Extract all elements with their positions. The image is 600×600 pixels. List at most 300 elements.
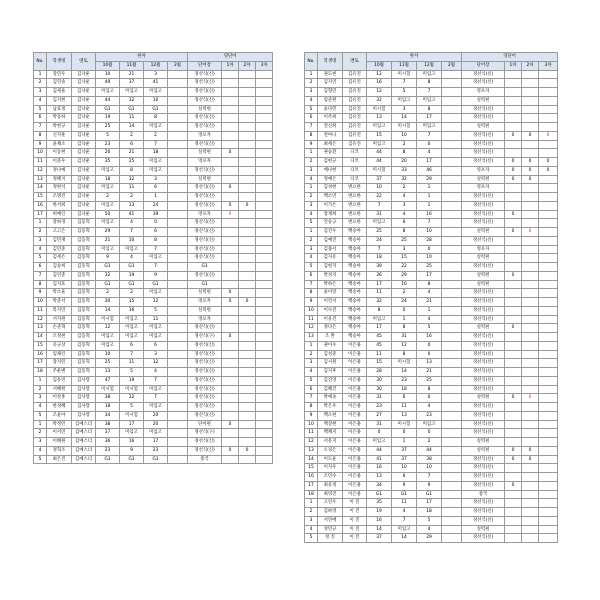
table-row (34, 403, 273, 412)
student-name: 정혜지 (47, 175, 72, 184)
header-vocab: 영단어 (462, 53, 558, 62)
table-row (305, 123, 558, 132)
vocab-book: 실력편 (188, 289, 222, 298)
round-1 (505, 149, 522, 158)
score-dec: 미입고 (144, 88, 168, 97)
round-3 (256, 359, 273, 368)
vocab-book: 경선식(신) (462, 70, 505, 79)
teacher-name: 백승아 (343, 280, 367, 289)
round-2: 0 (522, 166, 539, 175)
vocab-book: 영포자 (188, 210, 222, 219)
round-3 (256, 263, 273, 272)
round-1 (222, 79, 239, 88)
row-number: 1 (34, 219, 47, 228)
teacher-name: 이은용 (343, 368, 367, 377)
student-name: 강민우 (47, 70, 72, 79)
student-name: 이찬홍 (47, 394, 72, 403)
round-1 (505, 289, 522, 298)
round-2 (522, 193, 539, 202)
vocab-book: 경선식(신) (188, 193, 222, 202)
row-number: 9 (34, 289, 47, 298)
table-row (34, 359, 273, 368)
table-row (34, 271, 273, 280)
teacher-name: 김예스더 (72, 429, 96, 438)
vocab-book: 경선식(신) (462, 516, 505, 525)
score-feb (442, 219, 462, 228)
row-number: 15 (34, 193, 47, 202)
student-name: 이주희 (318, 114, 343, 123)
teacher-name: 김동혁 (72, 289, 96, 298)
student-name: 이지우 (318, 464, 343, 473)
vocab-book: 경선식(신) (188, 324, 222, 333)
row-number: 10 (34, 298, 47, 307)
student-name: 서혜원 (47, 385, 72, 394)
score-oct: 29 (96, 228, 120, 237)
vocab-book: 경선식(신) (462, 350, 505, 359)
student-name: 진승규 (318, 219, 343, 228)
round-1 (505, 79, 522, 88)
teacher-name: 김동혁 (72, 359, 96, 368)
vocab-book: 경선식(신) (462, 534, 505, 543)
score-nov: G1 (120, 105, 144, 114)
round-3 (539, 201, 558, 210)
score-feb (442, 193, 462, 202)
row-number: 2 (305, 508, 318, 517)
score-nov: 10 (392, 131, 417, 140)
score-oct: 45 (367, 341, 392, 350)
student-name: 정현석 (47, 184, 72, 193)
round-3 (256, 210, 273, 219)
teacher-name: 이은용 (343, 429, 367, 438)
round-3 (539, 350, 558, 359)
student-name: 신지훈 (47, 131, 72, 140)
score-nov: 미시험 (392, 420, 417, 429)
score-nov: 8 (392, 324, 417, 333)
score-dec: 미입고 (144, 429, 168, 438)
round-2 (239, 219, 256, 228)
teacher-name: 김동혁 (72, 350, 96, 359)
student-name: 박준서 (47, 298, 72, 307)
score-dec: 24 (144, 201, 168, 210)
score-nov: 12 (120, 175, 144, 184)
student-name: 오경은 (318, 446, 343, 455)
vocab-book: 경선식(신) (462, 149, 505, 158)
score-nov: 미시험 (120, 385, 144, 394)
row-number: 17 (34, 359, 47, 368)
score-oct: 7 (367, 201, 392, 210)
score-dec: 미입고 (144, 385, 168, 394)
round-1: 0 (505, 271, 522, 280)
round-2 (522, 350, 539, 359)
round-2 (522, 368, 539, 377)
row-number: 15 (305, 464, 318, 473)
round-3: 0 (539, 131, 558, 140)
table-row (34, 245, 273, 254)
table-row (34, 193, 273, 202)
score-dec: 20 (144, 420, 168, 429)
score-dec: G1 (144, 105, 168, 114)
vocab-book: 경선식(신) (462, 411, 505, 420)
student-name: 박현규 (47, 123, 72, 132)
round-1 (222, 70, 239, 79)
score-nov: 31 (392, 333, 417, 342)
table-row (305, 315, 558, 324)
score-dec: 0 (417, 429, 442, 438)
round-3 (256, 114, 273, 123)
score-oct: 30 (96, 298, 120, 307)
student-name: 윤채소 (47, 140, 72, 149)
vocab-book: 경선식(신) (188, 123, 222, 132)
score-feb (442, 201, 462, 210)
vocab-book: 경선식(신) (188, 385, 222, 394)
score-feb (442, 359, 462, 368)
score-dec: 3 (144, 175, 168, 184)
score-feb (168, 88, 188, 97)
round-3 (539, 534, 558, 543)
score-dec: 1 (417, 184, 442, 193)
score-oct: 25 (367, 228, 392, 237)
vocab-book: 경선식(신) (188, 368, 222, 377)
score-feb (168, 394, 188, 403)
teacher-name: 김동혁 (72, 324, 96, 333)
row-number: 7 (305, 123, 318, 132)
teacher-name: 김유진 (343, 140, 367, 149)
score-nov: 미입고 (120, 429, 144, 438)
row-number: 4 (305, 254, 318, 263)
teacher-name: 김유진 (343, 79, 367, 88)
student-name: 장지민 (47, 359, 72, 368)
score-feb (168, 210, 188, 219)
table-row (305, 464, 558, 473)
score-feb (168, 149, 188, 158)
row-number: 5 (305, 219, 318, 228)
teacher-name: 김예스더 (72, 420, 96, 429)
student-name: 서연애 (318, 516, 343, 525)
round-3 (539, 140, 558, 149)
header-no: No. (34, 53, 47, 71)
score-feb (168, 219, 188, 228)
score-dec: 7 (144, 245, 168, 254)
row-number: 3 (34, 394, 47, 403)
teacher-name: 백승아 (343, 289, 367, 298)
round-3 (539, 464, 558, 473)
score-oct: 45 (367, 333, 392, 342)
score-nov: 4 (392, 193, 417, 202)
vocab-book: 경선식(신) (462, 403, 505, 412)
score-oct: G1 (96, 263, 120, 272)
student-name: 김건우 (318, 228, 343, 237)
round-3 (256, 193, 273, 202)
student-name: 오정현 (47, 333, 72, 342)
teacher-name: 백승아 (343, 236, 367, 245)
round-1 (505, 385, 522, 394)
header-round: 3차 (539, 61, 558, 70)
score-oct: G1 (96, 105, 120, 114)
score-feb (442, 271, 462, 280)
score-feb (442, 446, 462, 455)
round-3 (256, 131, 273, 140)
student-name: 김진영 (318, 376, 343, 385)
round-2: 0 (522, 175, 539, 184)
round-1 (505, 315, 522, 324)
score-nov: 3 (392, 245, 417, 254)
row-number: 1 (34, 420, 47, 429)
row-number: 16 (34, 201, 47, 210)
student-name: 권이수 (318, 341, 343, 350)
teacher-name: 이은용 (343, 473, 367, 482)
score-nov: 14 (392, 114, 417, 123)
score-feb (442, 490, 462, 499)
score-feb (168, 376, 188, 385)
round-2 (239, 140, 256, 149)
score-nov: 11 (120, 114, 144, 123)
table-row (305, 131, 558, 140)
teacher-name: 변요한 (343, 184, 367, 193)
round-3 (539, 271, 558, 280)
student-name: 이해원 (47, 438, 72, 447)
round-1 (505, 105, 522, 114)
student-name: 최유정 (318, 481, 343, 490)
score-dec: 20 (144, 411, 168, 420)
score-feb (442, 403, 462, 412)
table-row (34, 236, 273, 245)
teacher-name: 김동혁 (72, 236, 96, 245)
row-number: 1 (34, 70, 47, 79)
score-nov: 10 (392, 464, 417, 473)
round-2 (239, 394, 256, 403)
vocab-book: 실력편 (462, 438, 505, 447)
score-feb (442, 394, 462, 403)
round-3 (539, 88, 558, 97)
score-dec: 21 (417, 368, 442, 377)
round-2 (239, 289, 256, 298)
round-1 (505, 184, 522, 193)
score-oct: 7 (367, 245, 392, 254)
score-feb (168, 306, 188, 315)
round-3 (539, 280, 558, 289)
table-row (34, 411, 273, 420)
row-number: 5 (305, 105, 318, 114)
row-number: 9 (34, 140, 47, 149)
student-name: 염준원 (318, 96, 343, 105)
row-number: 1 (305, 228, 318, 237)
teacher-name: 김동혁 (72, 315, 96, 324)
round-3 (256, 394, 273, 403)
round-1 (222, 96, 239, 105)
round-2 (522, 499, 539, 508)
teacher-name: 백승아 (343, 228, 367, 237)
row-number: 3 (305, 245, 318, 254)
teacher-name: 김낙운 (72, 70, 96, 79)
table-row (305, 271, 558, 280)
round-1 (222, 403, 239, 412)
score-nov: 3 (392, 201, 417, 210)
row-number: 8 (305, 131, 318, 140)
vocab-book: 경선식(신) (188, 394, 222, 403)
vocab-book: 실력편 (462, 394, 505, 403)
teacher-name: 김낙운 (72, 166, 96, 175)
round-2 (239, 236, 256, 245)
score-nov: 7 (120, 228, 144, 237)
score-feb (168, 70, 188, 79)
score-feb (442, 306, 462, 315)
round-2 (522, 289, 539, 298)
row-number: 11 (34, 158, 47, 167)
teacher-name: 김동혁 (72, 298, 96, 307)
score-nov: 23 (392, 376, 417, 385)
score-oct: 31 (367, 210, 392, 219)
score-nov: 8 (120, 166, 144, 175)
round-1 (505, 263, 522, 272)
vocab-book: 실력편 (462, 271, 505, 280)
vocab-book: 경선식(신) (188, 140, 222, 149)
round-1 (222, 455, 239, 464)
round-3 (539, 105, 558, 114)
header-student: 학생명 (47, 53, 72, 71)
student-name: 박은우 (318, 403, 343, 412)
table-row (305, 341, 558, 350)
round-1: 0 (222, 333, 239, 342)
round-3 (539, 481, 558, 490)
vocab-book: 경선식(신) (462, 236, 505, 245)
student-name: 강하경 (47, 219, 72, 228)
teacher-name: 김동혁 (72, 368, 96, 377)
round-1 (222, 359, 239, 368)
vocab-book: 경선식(신) (462, 79, 505, 88)
round-3 (256, 88, 273, 97)
round-2 (239, 359, 256, 368)
round-3 (539, 263, 558, 272)
score-feb (442, 298, 462, 307)
vocab-book: 실력편 (188, 105, 222, 114)
round-1 (222, 105, 239, 114)
table-row (34, 376, 273, 385)
score-dec: 미입고 (144, 403, 168, 412)
score-nov: G1 (120, 263, 144, 272)
round-2 (239, 158, 256, 167)
score-dec: 8 (417, 79, 442, 88)
score-nov: 6 (392, 394, 417, 403)
score-oct: 16 (367, 516, 392, 525)
vocab-book: 경선식(신) (462, 201, 505, 210)
round-3 (256, 245, 273, 254)
vocab-book: 경선식(구) (188, 333, 222, 342)
round-2 (239, 210, 256, 219)
table-row (305, 140, 558, 149)
table-row (34, 158, 273, 167)
round-1 (222, 166, 239, 175)
score-oct: 50 (96, 210, 120, 219)
vocab-book: 경선식(신) (188, 359, 222, 368)
round-3 (539, 315, 558, 324)
score-feb (442, 166, 462, 175)
roster-table-right (304, 52, 558, 543)
table-row (305, 368, 558, 377)
row-number: 11 (305, 315, 318, 324)
score-nov: 2 (120, 193, 144, 202)
row-number: 4 (34, 403, 47, 412)
student-name: 김지후 (318, 368, 343, 377)
score-nov: 3 (392, 105, 417, 114)
table-row (34, 175, 273, 184)
round-3 (256, 219, 273, 228)
header-no: No. (305, 53, 318, 71)
score-feb (168, 166, 188, 175)
score-feb (168, 411, 188, 420)
row-number: 10 (305, 420, 318, 429)
score-feb (442, 438, 462, 447)
score-oct: 2 (96, 193, 120, 202)
score-dec: 8 (417, 385, 442, 394)
student-name: 전신희 (318, 123, 343, 132)
score-feb (168, 368, 188, 377)
round-3 (539, 324, 558, 333)
score-nov: 10 (120, 236, 144, 245)
score-feb (442, 210, 462, 219)
table-row (305, 525, 558, 534)
vocab-book: 경선식(신) (462, 429, 505, 438)
row-number: 3 (34, 88, 47, 97)
score-dec: 44 (417, 446, 442, 455)
round-1 (505, 376, 522, 385)
table-body (305, 70, 558, 543)
table-row (305, 184, 558, 193)
score-feb (442, 131, 462, 140)
student-name: 윤이랑 (318, 289, 343, 298)
table-row (34, 298, 273, 307)
score-feb (168, 184, 188, 193)
table-row (34, 289, 273, 298)
teacher-name: 김유진 (343, 123, 367, 132)
score-nov: 2 (392, 184, 417, 193)
score-dec: 7 (144, 394, 168, 403)
student-name: 김혜진 (318, 385, 343, 394)
round-3 (539, 446, 558, 455)
score-feb (442, 88, 462, 97)
row-number: 2 (34, 79, 47, 88)
round-3 (539, 114, 558, 123)
score-oct: 16 (367, 464, 392, 473)
score-feb (442, 123, 462, 132)
score-feb (168, 455, 188, 464)
round-1 (505, 306, 522, 315)
round-2 (522, 105, 539, 114)
score-oct: 44 (367, 149, 392, 158)
score-dec: 12 (144, 359, 168, 368)
round-1 (505, 193, 522, 202)
student-name: 최은진 (47, 455, 72, 464)
score-dec: 10 (417, 228, 442, 237)
teacher-name: 김사랑 (72, 376, 96, 385)
score-oct: 14 (96, 306, 120, 315)
score-oct: 미입고 (367, 315, 392, 324)
score-nov: 6 (120, 341, 144, 350)
score-nov: 8 (392, 228, 417, 237)
row-number: 2 (305, 193, 318, 202)
vocab-book: 경선식(신) (462, 420, 505, 429)
teacher-name: 김낙운 (72, 105, 96, 114)
score-oct: 27 (367, 411, 392, 420)
vocab-book: 경선식(신) (188, 114, 222, 123)
score-feb (442, 254, 462, 263)
score-nov: G1 (120, 455, 144, 464)
score-dec: 18 (144, 149, 168, 158)
score-dec: 8 (417, 280, 442, 289)
score-feb (442, 420, 462, 429)
score-oct: 미시험 (96, 315, 120, 324)
round-1 (505, 516, 522, 525)
vocab-book: 경선식(신) (462, 385, 505, 394)
